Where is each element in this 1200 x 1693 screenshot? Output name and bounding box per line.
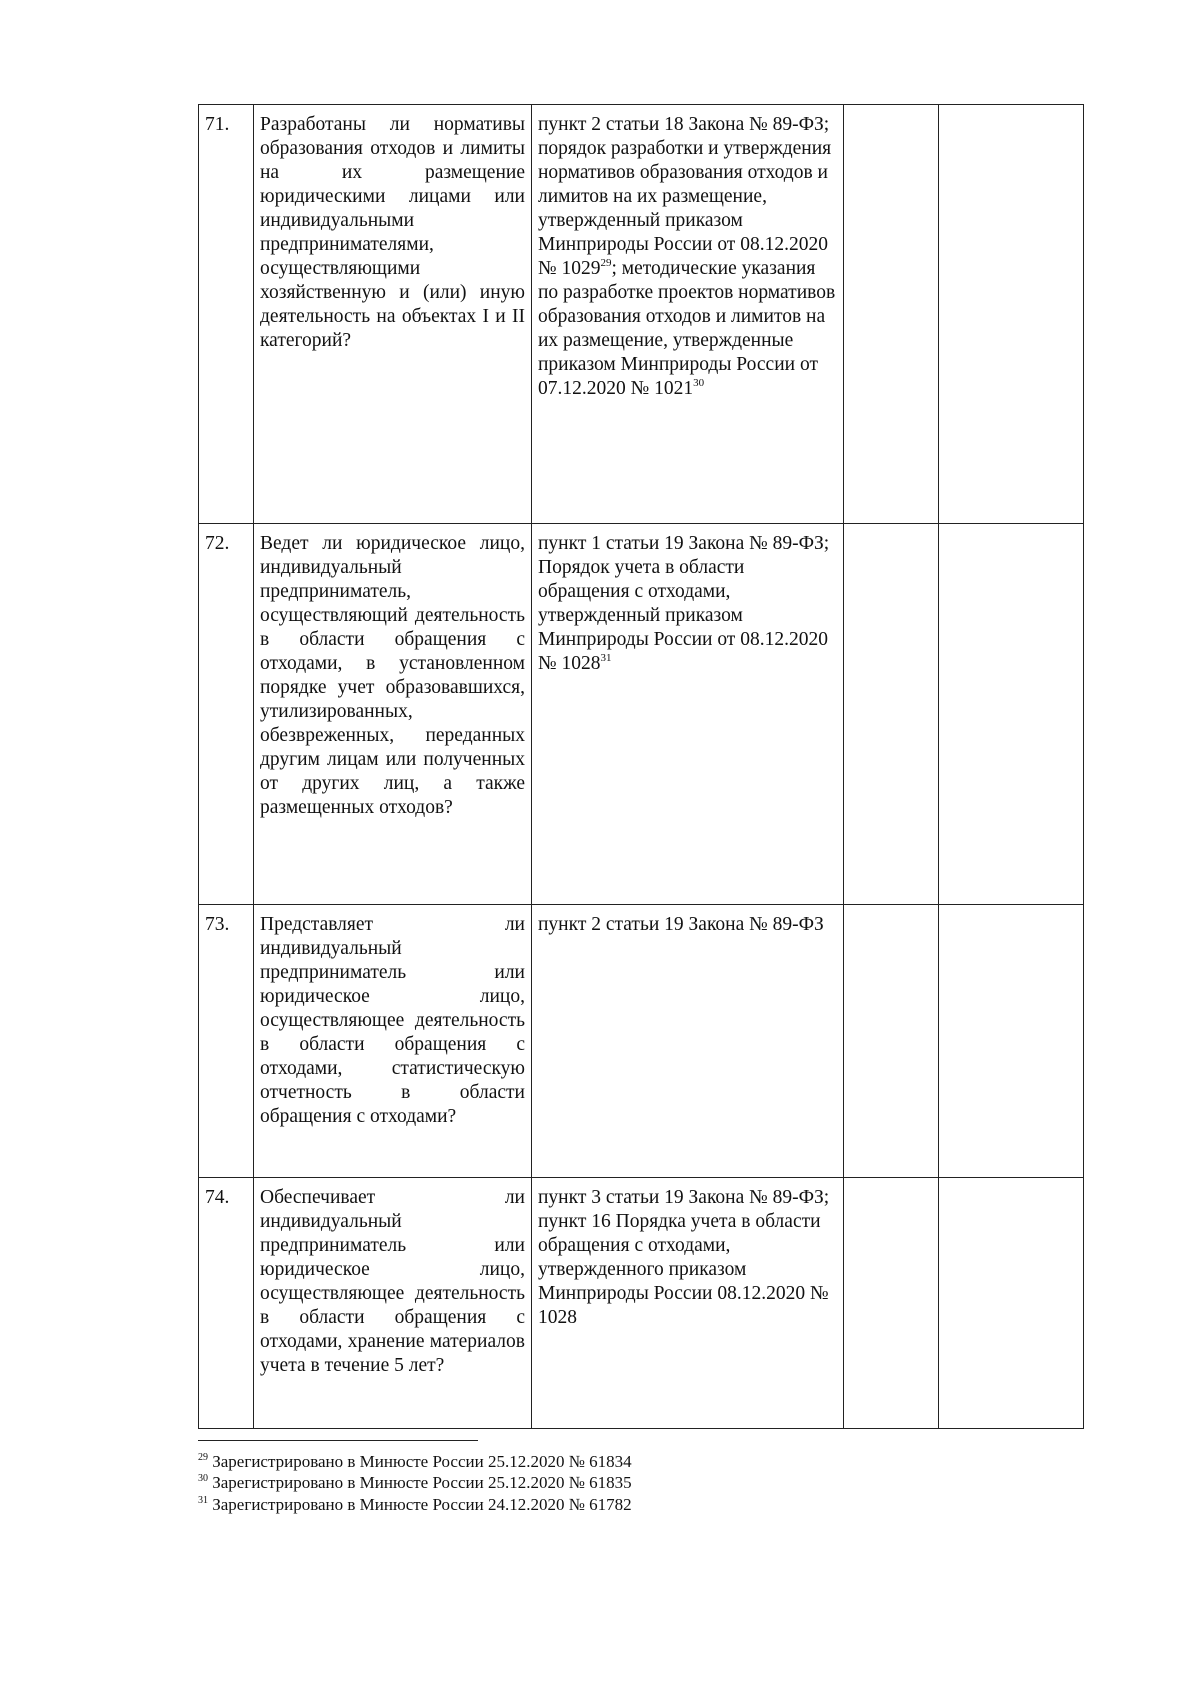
legal-reference-text: пункт 2 статьи 19 Закона № 89-ФЗ <box>538 914 824 935</box>
footnote-text: Зарегистрировано в Минюсте России 25.12.2020 № 61835 <box>212 1473 632 1493</box>
footnotes <box>198 1451 632 1515</box>
question-text: Обеспечивает ли индивидуальный предприниматель или юридическое лицо, осуществляющее деятельность в области обращения с отходами, хранение материалов учета в течение 5 лет? <box>254 1178 532 1429</box>
table-row <box>199 524 1084 905</box>
footnote-ref: 31 <box>600 651 612 664</box>
footnote-separator <box>198 1440 478 1441</box>
answer-cell <box>844 1178 939 1429</box>
footnote <box>198 1451 632 1472</box>
legal-reference <box>532 524 844 905</box>
legal-reference-text: пункт 1 статьи 19 Закона № 89-ФЗ; Порядок учета в области обращения с отходами, утвержденный приказом Минприроды России от 08.12.2020 № 1028 <box>538 533 830 674</box>
footnote-mark: 30 <box>198 1473 208 1485</box>
legal-reference-text: ; методические указания по разработке проектов нормативов образования отходов и лимитов на их размещение, утвержденные приказом Минприроды России от 07.12.2020 № 1021 <box>538 257 836 399</box>
answer-cell <box>844 905 939 1178</box>
note-cell <box>939 524 1084 905</box>
question-text: Ведет ли юридическое лицо, индивидуальный предприниматель, осуществляющий деятельность в области обращения с отходами, в установленном порядке учет образовавшихся, утилизированных, обезвреженных, переданных другим лицам или полученных от других лиц, а также размещенных отходов? <box>254 524 532 905</box>
footnote-ref: 29 <box>600 256 612 269</box>
legal-reference-text: пункт 3 статьи 19 Закона № 89-ФЗ; пункт 16 Порядка учета в области обращения с отходами, утвержденного приказом Минприроды России 08.12.2020 № 1028 <box>538 1187 830 1328</box>
note-cell <box>939 905 1084 1178</box>
table-row <box>199 1178 1084 1429</box>
table-row <box>199 905 1084 1178</box>
item-number: 73. <box>199 905 254 1178</box>
footnote-text: Зарегистрировано в Минюсте России 25.12.2020 № 61834 <box>212 1452 632 1471</box>
footnote <box>198 1472 632 1493</box>
legal-reference-text: пункт 2 статьи 18 Закона № 89-ФЗ; порядок разработки и утверждения нормативов образования отходов и лимитов на их размещение, утвержденный приказом Минприроды России от 08.12.2020 № 1029 <box>538 114 832 279</box>
question-text: Представляет ли индивидуальный предприниматель или юридическое лицо, осуществляющее деятельность в области обращения с отходами, статистическую отчетность в области обращения с отходами? <box>254 905 532 1178</box>
answer-cell <box>844 105 939 524</box>
checklist-table <box>198 104 1084 1429</box>
question-text: Разработаны ли нормативы образования отходов и лимиты на их размещение юридическими лицами или индивидуальными предпринимателями, осуществляющими хозяйственную и (или) иную деятельность на объектах I и II категорий? <box>254 105 532 524</box>
item-number: 71. <box>199 105 254 524</box>
footnote-mark: 31 <box>198 1494 208 1506</box>
legal-reference <box>532 1178 844 1429</box>
footnote <box>198 1494 632 1515</box>
footnote-ref: 30 <box>693 376 705 389</box>
answer-cell <box>844 524 939 905</box>
table-row <box>199 105 1084 524</box>
item-number: 74. <box>199 1178 254 1429</box>
footnote-text: Зарегистрировано в Минюсте России 24.12.2020 № 61782 <box>212 1494 632 1514</box>
item-number: 72. <box>199 524 254 905</box>
note-cell <box>939 105 1084 524</box>
legal-reference <box>532 105 844 524</box>
legal-reference <box>532 905 844 1178</box>
note-cell <box>939 1178 1084 1429</box>
footnote-mark: 29 <box>198 1452 208 1463</box>
